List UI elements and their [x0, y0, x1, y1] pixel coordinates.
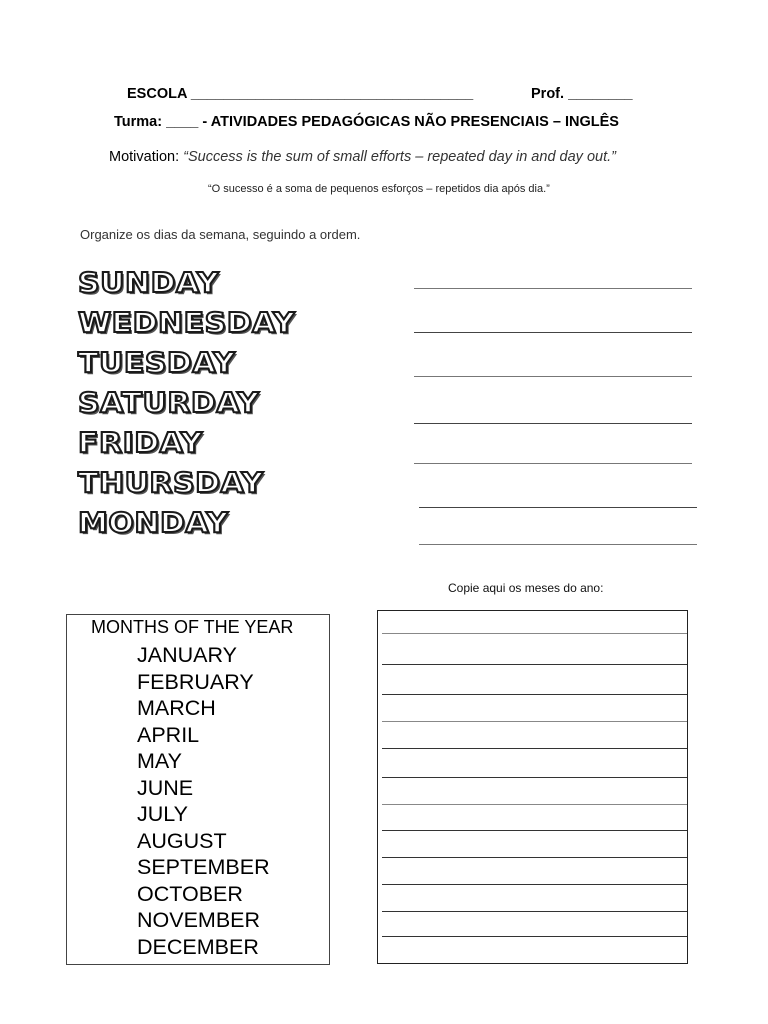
- month-item: OCTOBER: [137, 881, 243, 906]
- month-item: JUNE: [137, 775, 194, 800]
- motivation-quote: “Success is the sum of small efforts – repeated day in and day out.”: [183, 149, 616, 165]
- day-answer-line[interactable]: [414, 463, 692, 464]
- month-item: APRIL: [137, 722, 200, 747]
- motivation-translation: “O sucesso é a soma de pequenos esforços – repetidos dia após dia.”: [208, 183, 550, 195]
- month-item: FEBRUARY: [137, 669, 254, 694]
- copy-line[interactable]: [382, 804, 687, 805]
- day-answer-line[interactable]: [419, 507, 697, 508]
- prof-blank[interactable]: ________: [568, 86, 633, 102]
- page-title: - ATIVIDADES PEDAGÓGICAS NÃO PRESENCIAIS – INGLÊS: [202, 114, 619, 130]
- day-word: WEDNESDAY: [78, 307, 296, 340]
- day-answer-line[interactable]: [414, 376, 692, 377]
- prof-line: [531, 86, 633, 102]
- day-word: SATURDAY: [78, 387, 260, 420]
- school-blank[interactable]: ___________________________________: [190, 86, 474, 102]
- day-word: SUNDAY: [78, 267, 220, 300]
- month-item: MARCH: [137, 696, 216, 720]
- copy-line[interactable]: [382, 694, 687, 695]
- day-answer-line[interactable]: [414, 288, 692, 289]
- copy-months-label: Copie aqui os meses do ano:: [448, 581, 604, 595]
- motivation-label: Motivation:: [109, 149, 180, 165]
- month-item: NOVEMBER: [137, 908, 261, 932]
- copy-line[interactable]: [382, 721, 687, 722]
- day-answer-line[interactable]: [419, 544, 697, 545]
- copy-line[interactable]: [382, 911, 687, 912]
- day-word: TUESDAY: [78, 347, 236, 380]
- copy-line[interactable]: [382, 748, 687, 749]
- motivation-line: [109, 149, 616, 165]
- school-line: [127, 86, 473, 102]
- copy-line[interactable]: [382, 633, 687, 634]
- class-label: Turma:: [114, 114, 163, 130]
- month-item: JANUARY: [137, 643, 237, 667]
- month-item: DECEMBER: [137, 934, 259, 959]
- class-blank[interactable]: ____: [166, 114, 199, 130]
- copy-line[interactable]: [382, 830, 687, 831]
- copy-line[interactable]: [382, 936, 687, 937]
- months-box: [66, 614, 330, 965]
- month-item: SEPTEMBER: [137, 855, 270, 879]
- day-answer-line[interactable]: [414, 423, 692, 424]
- days-instruction: Organize os dias da semana, seguindo a ordem.: [80, 227, 361, 242]
- day-answer-line[interactable]: [414, 332, 692, 333]
- copy-line[interactable]: [382, 777, 687, 778]
- months-copy-box[interactable]: [377, 610, 688, 964]
- month-item: JULY: [137, 802, 188, 826]
- copy-line[interactable]: [382, 857, 687, 858]
- day-word: THURSDAY: [78, 467, 264, 500]
- month-item: MAY: [137, 749, 182, 773]
- day-word: MONDAY: [78, 507, 229, 540]
- copy-line[interactable]: [382, 884, 687, 885]
- prof-label: Prof.: [531, 86, 565, 102]
- class-title-line: [114, 114, 619, 130]
- day-word: FRIDAY: [78, 427, 203, 460]
- copy-line[interactable]: [382, 664, 687, 665]
- school-label: ESCOLA: [127, 86, 187, 102]
- month-item: AUGUST: [137, 828, 227, 853]
- months-box-title: MONTHS OF THE YEAR: [91, 617, 294, 637]
